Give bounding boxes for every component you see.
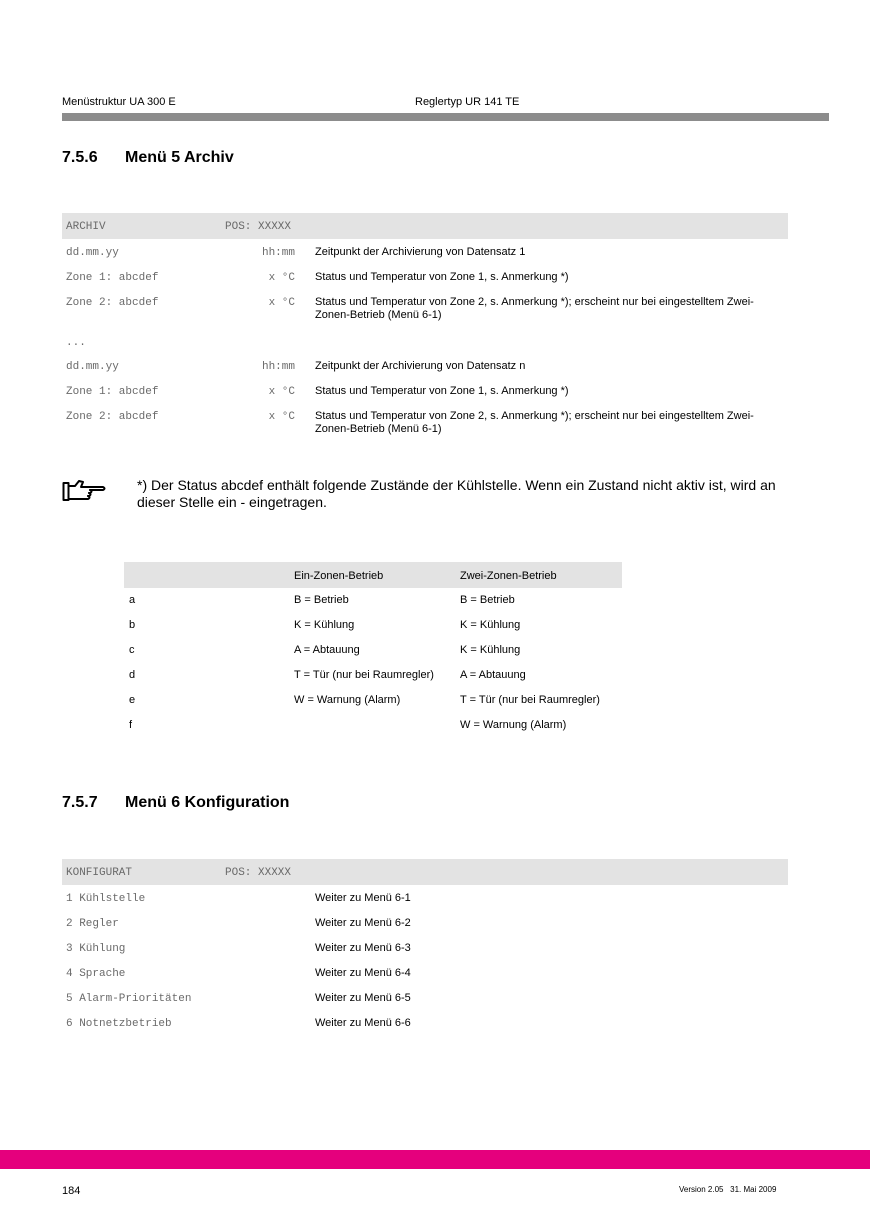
row-temp: x °C [268, 297, 295, 309]
konfig-table-header [62, 859, 788, 885]
table-row [62, 384, 788, 404]
table-row [62, 409, 788, 439]
table-row [124, 694, 622, 714]
header-rule [62, 113, 829, 121]
table-row [124, 594, 622, 614]
table-row [62, 941, 788, 961]
zone-key: c [129, 644, 135, 656]
table-row [62, 891, 788, 911]
pointing-hand-icon [62, 478, 108, 504]
table-row [62, 245, 788, 265]
row-description: Status und Temperatur von Zone 1, s. Anmerkung *) [315, 385, 569, 397]
archiv-header-pos: POS: XXXXX [225, 221, 292, 233]
row-description: Status und Temperatur von Zone 2, s. Anmerkung *); erscheint nur bei eingestelltem Zwei-Zonen-Betrieb (Menü 6-1) [315, 296, 754, 321]
section-heading-konfiguration [62, 794, 289, 812]
zone-zwei: K = Kühlung [460, 619, 521, 631]
table-row [62, 991, 788, 1011]
menu-item: 4 Sprache [66, 968, 126, 980]
table-row [62, 270, 788, 290]
row-description: Status und Temperatur von Zone 1, s. Anmerkung *) [315, 271, 569, 283]
menu-description: Weiter zu Menü 6-1 [315, 892, 411, 904]
zones-header-ein: Ein-Zonen-Betrieb [294, 570, 384, 582]
menu-description: Weiter zu Menü 6-4 [315, 967, 411, 979]
header-left: Menüstruktur UA 300 E [62, 96, 176, 108]
table-row [124, 719, 622, 739]
archiv-header-label: ARCHIV [66, 221, 106, 233]
row-description: Zeitpunkt der Archivierung von Datensatz 1 [315, 246, 526, 258]
zone-ein: W = Warnung (Alarm) [294, 694, 401, 706]
zone-zwei: W = Warnung (Alarm) [460, 719, 567, 731]
menu-item: 2 Regler [66, 918, 119, 930]
zone-zwei: B = Betrieb [460, 594, 515, 606]
zone-key: e [129, 694, 136, 706]
zone-zwei: T = Tür (nur bei Raumregler) [460, 694, 600, 706]
row-description: Status und Temperatur von Zone 2, s. Anmerkung *); erscheint nur bei eingestelltem Zwei-Zonen-Betrieb (Menü 6-1) [315, 410, 754, 435]
zone-ein: K = Kühlung [294, 619, 355, 631]
zone-ein: T = Tür (nur bei Raumregler) [294, 669, 434, 681]
section-title: Menü 6 Konfiguration [125, 794, 290, 811]
menu-description: Weiter zu Menü 6-5 [315, 992, 411, 1004]
menu-description: Weiter zu Menü 6-3 [315, 942, 411, 954]
page-number: 184 [62, 1185, 81, 1197]
version-date: Version 2.05 31. Mai 2009 [679, 1185, 777, 1194]
row-zone: Zone 1: abcdef [66, 272, 159, 284]
archiv-table-header [62, 213, 788, 239]
section-number: 7.5.7 [62, 794, 98, 811]
zone-zwei: A = Abtauung [460, 669, 526, 681]
footer-bar [0, 1150, 870, 1169]
table-row [62, 295, 788, 325]
row-ellipsis: ... [66, 337, 86, 349]
zone-key: b [129, 619, 136, 631]
zone-key: a [129, 594, 136, 606]
konfig-header-label: KONFIGURAT [66, 867, 133, 879]
zones-header-zwei: Zwei-Zonen-Betrieb [460, 570, 557, 582]
row-date: dd.mm.yy [66, 247, 119, 259]
row-description: Zeitpunkt der Archivierung von Datensatz n [315, 360, 526, 372]
table-row [124, 669, 622, 689]
row-date: dd.mm.yy [66, 361, 119, 373]
konfig-header-pos: POS: XXXXX [225, 867, 292, 879]
menu-item: 1 Kühlstelle [66, 893, 146, 905]
table-row [62, 335, 788, 355]
zone-zwei: K = Kühlung [460, 644, 521, 656]
row-time: hh:mm [261, 247, 295, 259]
row-temp: x °C [268, 411, 295, 423]
row-temp: x °C [268, 272, 295, 284]
section-number: 7.5.6 [62, 149, 98, 166]
zone-ein: B = Betrieb [294, 594, 349, 606]
menu-item: 3 Kühlung [66, 943, 126, 955]
menu-item: 5 Alarm-Prioritäten [66, 993, 192, 1005]
table-row [62, 1016, 788, 1036]
header-center: Reglertyp UR 141 TE [415, 96, 520, 108]
menu-item: 6 Notnetzbetrieb [66, 1018, 172, 1030]
zone-key: f [129, 719, 133, 731]
section-title: Menü 5 Archiv [125, 149, 234, 166]
row-zone: Zone 2: abcdef [66, 411, 159, 423]
table-row [124, 619, 622, 639]
zone-key: d [129, 669, 136, 681]
menu-description: Weiter zu Menü 6-6 [315, 1017, 411, 1029]
zones-table-header [124, 562, 622, 588]
status-note: *) Der Status abcdef enthält folgende Zustände der Kühlstelle. Wenn ein Zustand nicht aktiv ist, wird an dieser Stelle ein - eingetragen. [137, 477, 776, 510]
menu-description: Weiter zu Menü 6-2 [315, 917, 411, 929]
zone-ein: A = Abtauung [294, 644, 360, 656]
table-row [124, 644, 622, 664]
table-row [62, 359, 788, 379]
row-temp: x °C [268, 386, 295, 398]
row-time: hh:mm [261, 361, 295, 373]
table-row [62, 916, 788, 936]
row-zone: Zone 2: abcdef [66, 297, 159, 309]
row-zone: Zone 1: abcdef [66, 386, 159, 398]
table-row [62, 966, 788, 986]
section-heading-archiv [62, 149, 234, 167]
